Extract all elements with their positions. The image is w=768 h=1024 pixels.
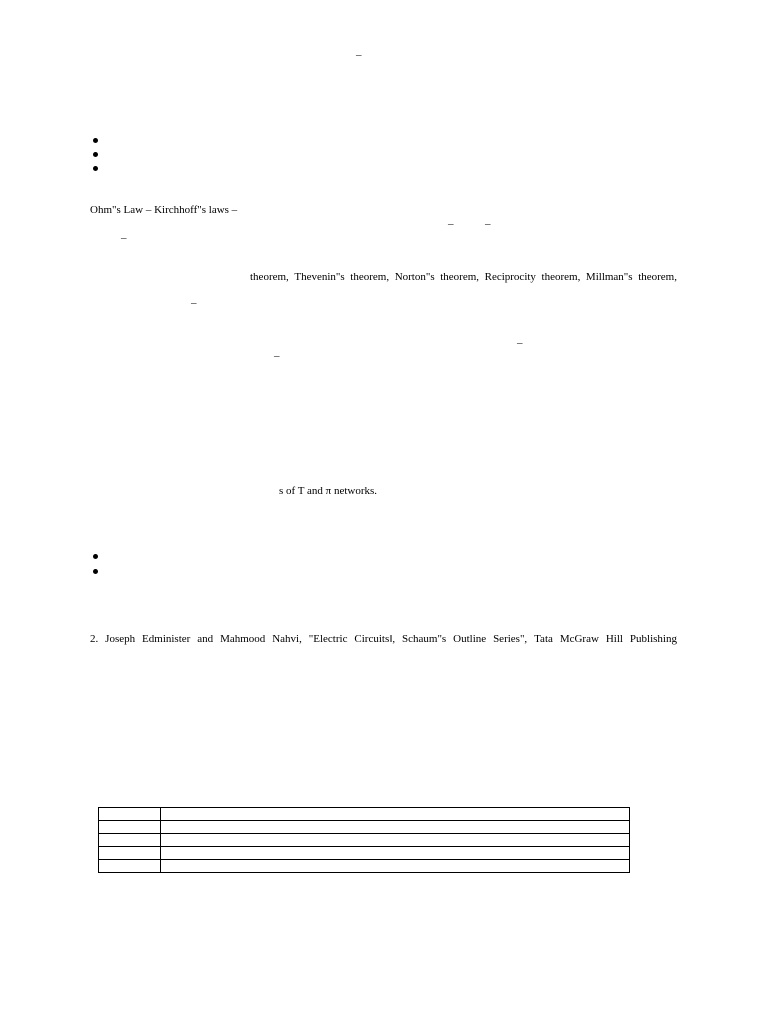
bullet-icon: [93, 554, 98, 559]
word: and: [197, 633, 214, 645]
unit3-dash: –: [517, 337, 523, 349]
table-cell: [161, 834, 630, 847]
word: theorem,: [638, 271, 677, 283]
word: Mahmood: [220, 633, 266, 645]
table-cell: [99, 847, 161, 860]
word: Nahvi,: [272, 633, 302, 645]
table-cell: [161, 821, 630, 834]
unit3-dash: –: [274, 350, 280, 362]
word: Series",: [493, 633, 528, 645]
header-dash: –: [356, 49, 362, 61]
bullet-icon: [93, 569, 98, 574]
unit1-dash: –: [485, 218, 491, 230]
word: theorem,: [350, 271, 390, 283]
word: Publishing: [629, 633, 677, 645]
word: "Electric: [308, 633, 348, 645]
word: McGraw: [559, 633, 599, 645]
bullet-icon: [93, 166, 98, 171]
unit1-line1: Ohm"s Law – Kirchhoff"s laws –: [90, 204, 238, 216]
table-cell: [99, 860, 161, 873]
word: Thevenin"s: [294, 271, 345, 283]
reference-2-line: [90, 633, 677, 646]
table-cell: [99, 821, 161, 834]
unit4-networks-text: s of T and π networks.: [279, 485, 378, 497]
word: Joseph: [105, 633, 136, 645]
table-cell: [161, 808, 630, 821]
bullet-icon: [93, 152, 98, 157]
word: Norton"s: [394, 271, 435, 283]
table-cell: [161, 847, 630, 860]
bullet-icon: [93, 138, 98, 143]
word: theorem,: [250, 271, 289, 283]
word: Schaum"s: [402, 633, 447, 645]
word: Edminister: [142, 633, 191, 645]
table-row: [99, 847, 630, 860]
table-row: [99, 808, 630, 821]
course-outcome-table: [98, 807, 630, 873]
word: Hill: [605, 633, 623, 645]
word: 2.: [90, 633, 99, 645]
unit2-dash: –: [191, 297, 197, 309]
word: Circuits‖,: [354, 633, 396, 645]
table-cell: [99, 808, 161, 821]
word: Reciprocity: [484, 271, 536, 283]
unit1-dash: –: [448, 218, 454, 230]
table-row: [99, 821, 630, 834]
word: theorem,: [541, 271, 581, 283]
unit1-dash: –: [121, 232, 127, 244]
word: theorem,: [440, 271, 480, 283]
table-row: [99, 834, 630, 847]
word: Outline: [453, 633, 487, 645]
unit2-theorems-line: [250, 271, 677, 284]
table-cell: [161, 860, 630, 873]
word: Tata: [534, 633, 553, 645]
word: Millman"s: [585, 271, 633, 283]
table-cell: [99, 834, 161, 847]
table-row: [99, 860, 630, 873]
